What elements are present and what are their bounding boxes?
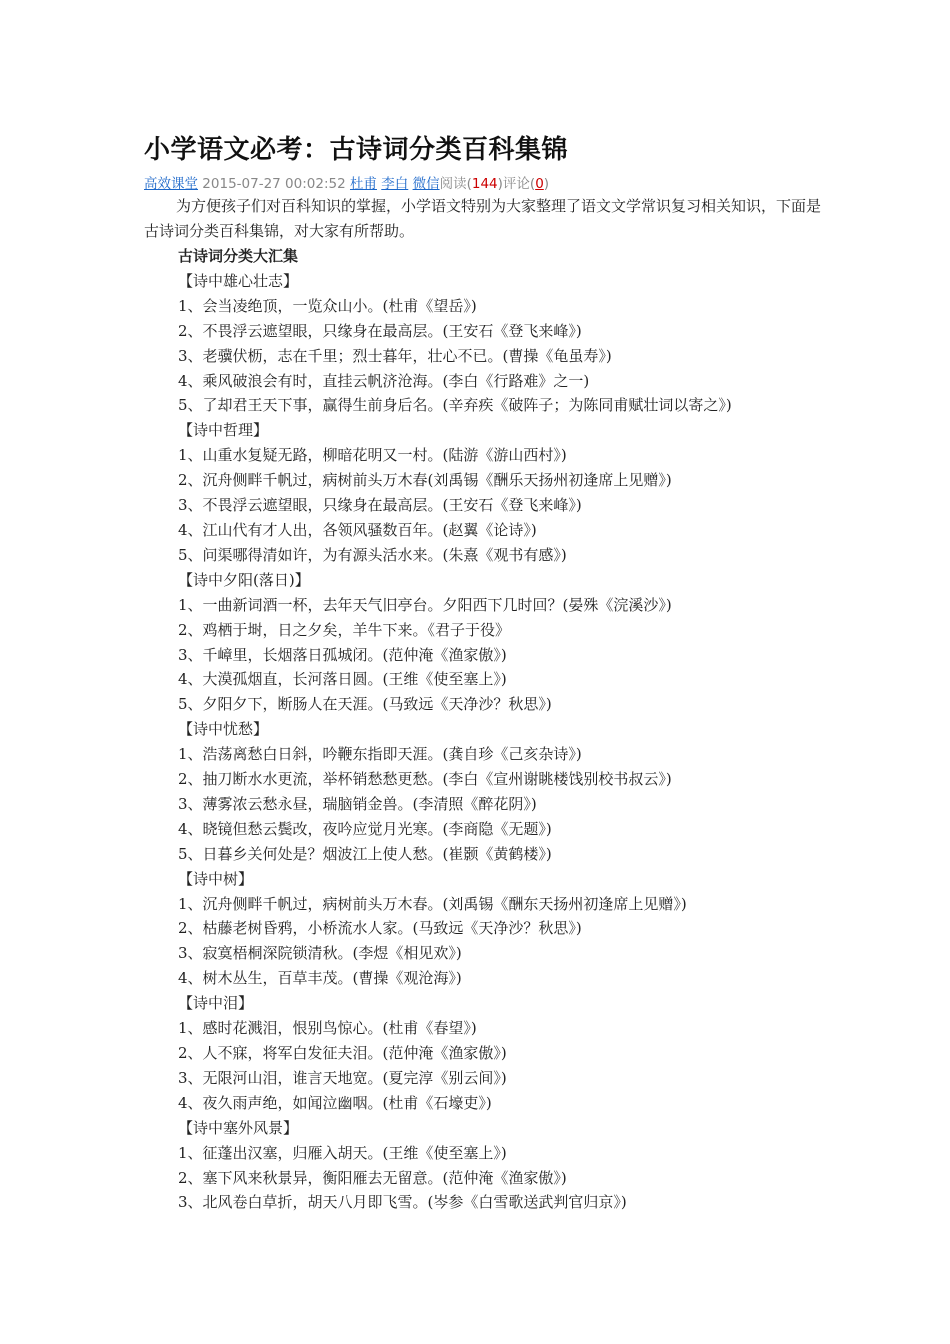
poem-line: 3、千嶂里，长烟落日孤城闭。(范仲淹《渔家傲》): [178, 645, 507, 664]
poem-line: 2、鸡栖于埘，日之夕矣，羊牛下来。《君子于役》: [178, 620, 511, 639]
section-title: 【诗中雄心壮志】: [178, 271, 299, 290]
poem-line: 5、夕阳夕下，断肠人在天涯。(马致远《天净沙？秋思》): [178, 695, 552, 714]
share-link-dufu[interactable]: 杜甫: [349, 176, 377, 192]
poem-line: 4、夜久雨声绝，如闻泣幽咽。(杜甫《石壕吏》): [178, 1093, 492, 1112]
section-title: 【诗中夕阳(落日)】: [178, 570, 310, 589]
comment-label: )评论(: [497, 176, 536, 192]
intro-paragraph: 为方便孩子们对百科知识的掌握，小学语文特别为大家整理了语文文学常识复习相关知识，下面是古诗词分类百科集锦，对大家有所帮助。: [144, 197, 822, 240]
poem-line: 4、乘风破浪会有时，直挂云帆济沧海。(李白《行路难》之一): [178, 371, 590, 390]
poem-line: 1、征蓬出汉塞，归雁入胡天。(王维《使至塞上》): [178, 1143, 507, 1162]
share-link-wechat[interactable]: 微信: [412, 176, 440, 192]
poem-line: 1、沉舟侧畔千帆过，病树前头万木春。(刘禹锡《酬东天扬州初逢席上见赠》): [178, 894, 687, 913]
source-link[interactable]: 高效课堂: [144, 176, 198, 192]
poem-line: 1、浩荡离愁白日斜，吟鞭东指即天涯。(龚自珍《己亥杂诗》): [178, 745, 582, 764]
poem-line: 2、不畏浮云遮望眼，只缘身在最高层。(王安石《登飞来峰》): [178, 321, 582, 340]
poem-line: 1、山重水复疑无路，柳暗花明又一村。(陆游《游山西村》): [178, 446, 567, 465]
poem-line: 3、不畏浮云遮望眼，只缘身在最高层。(王安石《登飞来峰》): [178, 496, 582, 515]
poem-line: 5、了却君王天下事，赢得生前身后名。(辛弃疾《破阵子；为陈同甫赋壮词以寄之》): [178, 396, 732, 415]
poem-line: 1、会当凌绝顶，一览众山小。(杜甫《望岳》): [178, 296, 477, 315]
section-heading: 古诗词分类大汇集: [178, 247, 299, 265]
poem-line: 1、一曲新词酒一杯，去年天气旧亭台。夕阳西下几时回？(晏殊《浣溪沙》): [178, 595, 672, 614]
section-title: 【诗中哲理】: [178, 421, 269, 440]
section-title: 【诗中树】: [178, 869, 254, 888]
poem-line: 4、江山代有才人出，各领风骚数百年。(赵翼《论诗》): [178, 520, 537, 539]
poem-line: 3、无限河山泪，谁言天地宽。(夏完淳《别云间》): [178, 1068, 507, 1087]
article: [144, 130, 824, 1215]
article-title: 小学语文必考：古诗词分类百科集锦: [144, 135, 569, 165]
poem-line: 3、寂寞梧桐深院锁清秋。(李煜《相见欢》): [178, 944, 462, 963]
poem-line: 2、枯藤老树昏鸦，小桥流水人家。(马致远《天净沙？秋思》): [178, 919, 582, 938]
poem-sections: [144, 269, 824, 1215]
section-title: 【诗中塞外风景】: [178, 1118, 299, 1137]
poem-line: 1、感时花溅泪，恨别鸟惊心。(杜甫《春望》): [178, 1019, 477, 1038]
poem-line: 5、日暮乡关何处是？烟波江上使人愁。(崔颢《黄鹤楼》): [178, 844, 552, 863]
comment-count-link[interactable]: 0: [535, 176, 544, 192]
publish-datetime: 2015-07-27 00:02:52: [202, 176, 346, 192]
poem-line: 4、晓镜但愁云鬓改，夜吟应觉月光寒。(李商隐《无题》): [178, 819, 552, 838]
comment-close: ): [543, 176, 550, 192]
poem-line: 2、沉舟侧畔千帆过，病树前头万木春(刘禹锡《酬乐天扬州初逢席上见赠》): [178, 471, 672, 490]
section-title: 【诗中忧愁】: [178, 720, 269, 739]
poem-line: 3、老骥伏枥，志在千里；烈士暮年，壮心不已。(曹操《龟虽寿》): [178, 346, 612, 365]
share-link-libai[interactable]: 李白: [381, 176, 409, 192]
poem-line: 2、塞下风来秋景异，衡阳雁去无留意。(范仲淹《渔家傲》): [178, 1168, 567, 1187]
poem-line: 2、抽刀断水水更流，举杯销愁愁更愁。(李白《宣州谢眺楼饯别校书叔云》): [178, 770, 672, 789]
poem-line: 5、问渠哪得清如许，为有源头活水来。(朱熹《观书有感》): [178, 545, 567, 564]
poem-line: 2、人不寐，将军白发征夫泪。(范仲淹《渔家傲》): [178, 1044, 507, 1062]
poem-line: 4、大漠孤烟直，长河落日圆。(王维《使至塞上》): [178, 670, 507, 689]
article-meta: [144, 174, 824, 194]
poem-line: 3、薄雾浓云愁永昼，瑞脑销金兽。(李清照《醉花阴》): [178, 794, 537, 813]
section-title: 【诗中泪】: [178, 994, 254, 1013]
poem-line: 3、北风卷白草折，胡天八月即飞雪。(岑参《白雪歌送武判官归京》): [178, 1193, 627, 1212]
poem-line: 4、树木丛生，百草丰茂。(曹操《观沧海》): [178, 969, 462, 988]
read-count: 144: [471, 176, 498, 192]
read-label: 阅读(: [439, 176, 472, 192]
